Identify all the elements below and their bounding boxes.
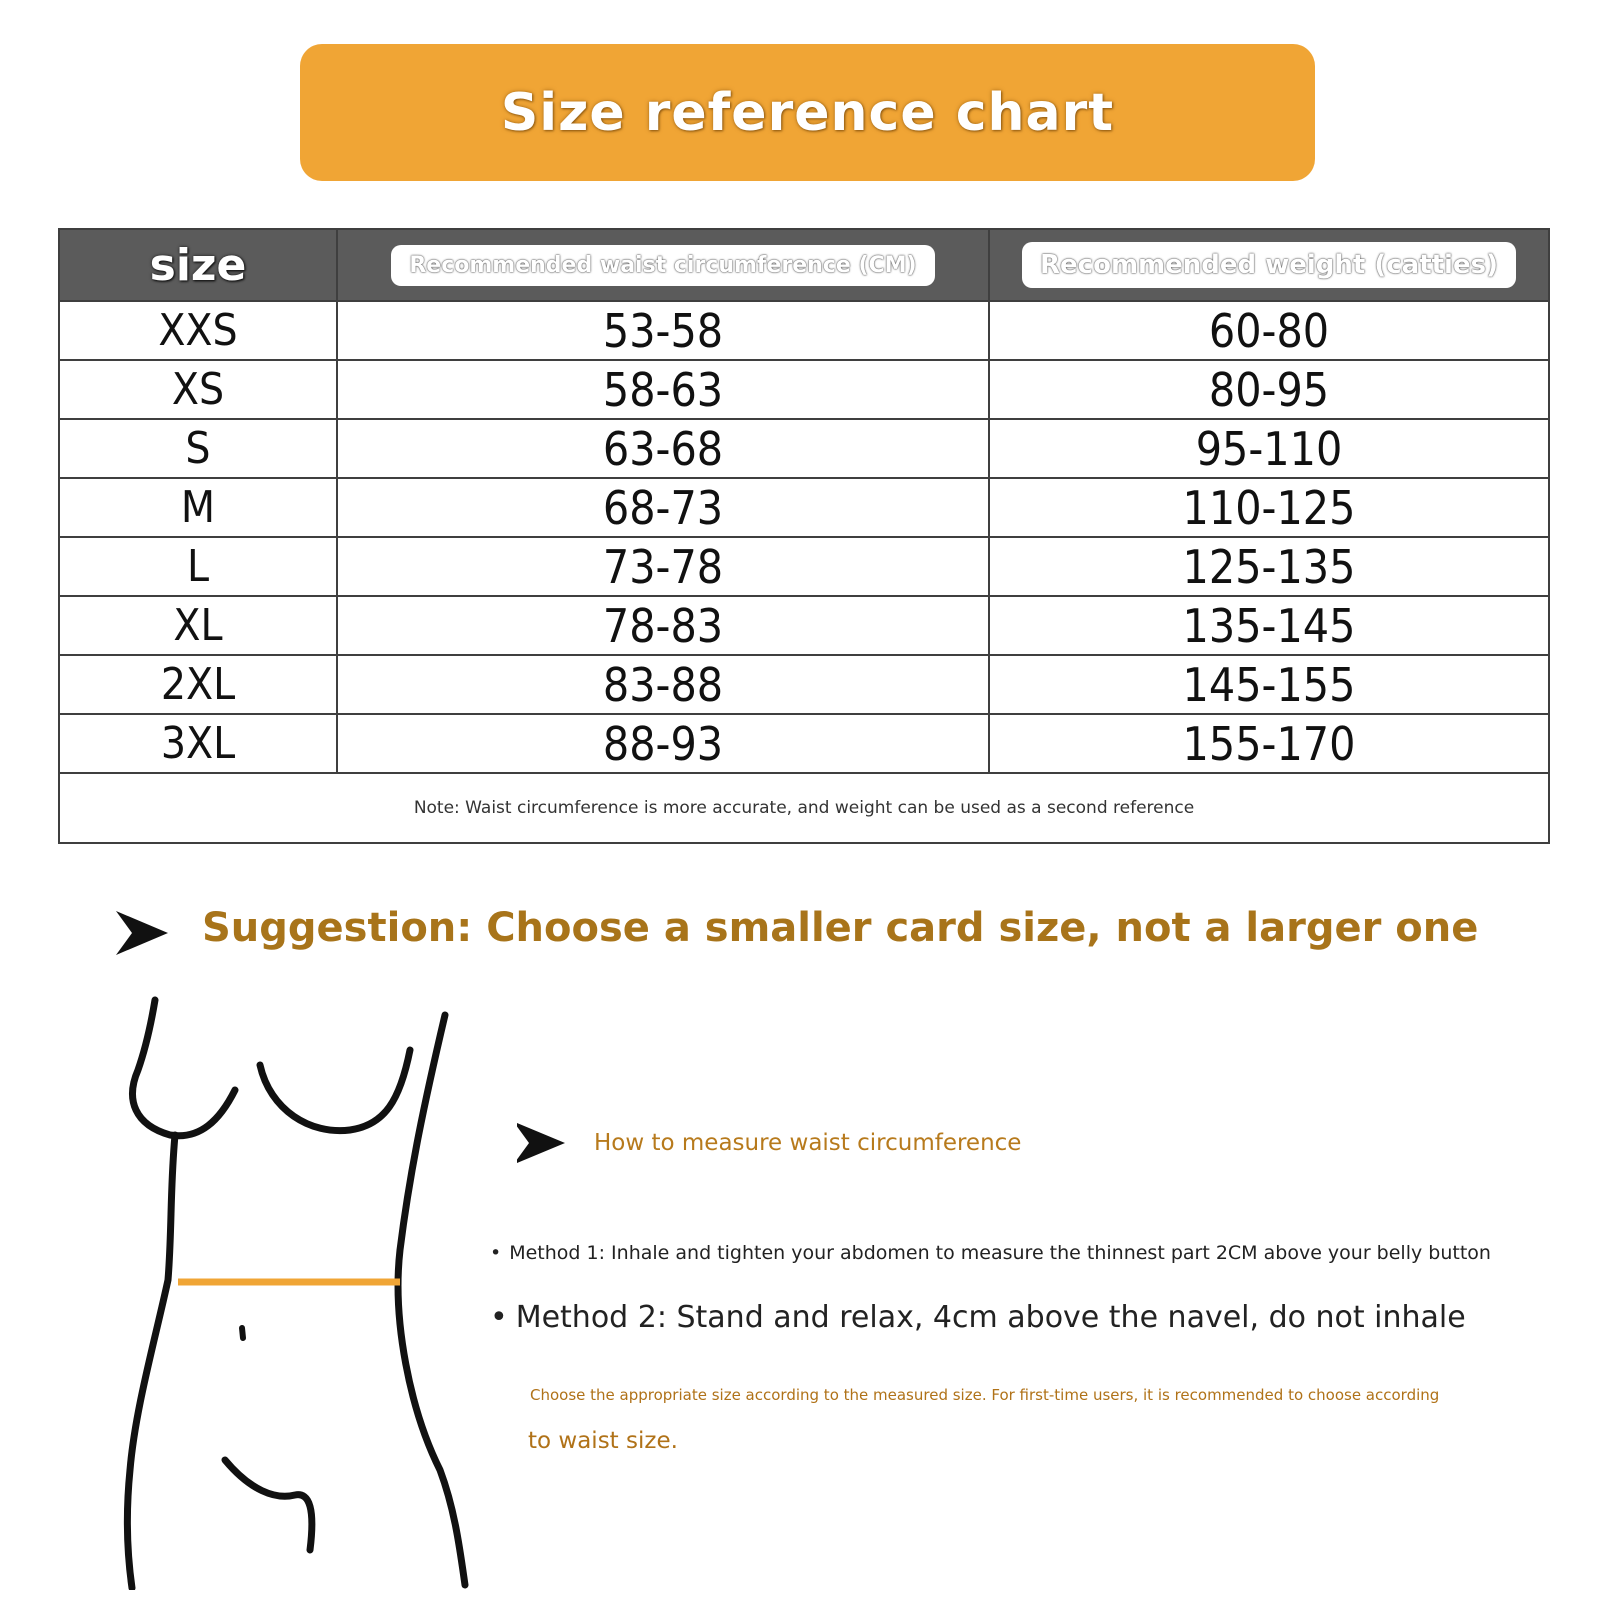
chart-title: Size reference chart [500, 82, 1115, 143]
weight-cell: 135-145 [989, 596, 1549, 655]
size-cell: 3XL [59, 714, 337, 773]
weight-cell: 60-80 [989, 301, 1549, 360]
table-row [59, 596, 1549, 655]
size-cell: XXS [59, 301, 337, 360]
header-size-label: size [149, 239, 247, 291]
size-cell: S [59, 419, 337, 478]
waist-cell: 78-83 [337, 596, 989, 655]
weight-cell: 110-125 [989, 478, 1549, 537]
title-banner [300, 44, 1315, 181]
size-cell: 2XL [59, 655, 337, 714]
waist-cell: 88-93 [337, 714, 989, 773]
table-row [59, 419, 1549, 478]
size-cell: M [59, 478, 337, 537]
waist-cell: 83-88 [337, 655, 989, 714]
method-1-text [490, 1242, 1491, 1264]
weight-cell: 145-155 [989, 655, 1549, 714]
bullet: • [490, 1300, 508, 1335]
weight-cell: 155-170 [989, 714, 1549, 773]
header-weight [989, 229, 1549, 301]
size-table [58, 228, 1550, 844]
table-row [59, 655, 1549, 714]
method-2-label: Method 2: Stand and relax, 4cm above the navel, do not inhale [515, 1300, 1466, 1335]
header-weight-label: Recommended weight (catties) [1022, 242, 1516, 288]
suggestion-text: Suggestion: Choose a smaller card size, not a larger one [202, 905, 1479, 951]
waist-cell: 68-73 [337, 478, 989, 537]
header-size [59, 229, 337, 301]
table-row [59, 478, 1549, 537]
table-row [59, 301, 1549, 360]
weight-cell: 95-110 [989, 419, 1549, 478]
body-outline-icon [110, 990, 490, 1590]
size-cell: XL [59, 596, 337, 655]
table-note: Note: Waist circumference is more accurate, and weight can be used as a second reference [59, 773, 1549, 843]
table-row [59, 537, 1549, 596]
suggestion-arrow-icon [116, 911, 168, 955]
choose-size-line-2: to waist size. [528, 1428, 678, 1454]
choose-size-line-1: Choose the appropriate size according to the measured size. For first-time users, it is recommended to choose according [530, 1386, 1440, 1404]
note-row [59, 773, 1549, 843]
weight-cell: 125-135 [989, 537, 1549, 596]
header-waist [337, 229, 989, 301]
howto-arrow-icon [517, 1123, 565, 1163]
method-1-label: Method 1: Inhale and tighten your abdomen to measure the thinnest part 2CM above your belly button [509, 1242, 1491, 1264]
size-cell: L [59, 537, 337, 596]
bullet: • [490, 1242, 502, 1264]
measure-heading: How to measure waist circumference [594, 1130, 1022, 1156]
method-2-text [490, 1300, 1466, 1335]
header-waist-label: Recommended waist circumference (CM) [391, 245, 934, 286]
waist-cell: 73-78 [337, 537, 989, 596]
table-row [59, 360, 1549, 419]
waist-cell: 63-68 [337, 419, 989, 478]
table-row [59, 714, 1549, 773]
waist-cell: 58-63 [337, 360, 989, 419]
size-cell: XS [59, 360, 337, 419]
waist-cell: 53-58 [337, 301, 989, 360]
table-header-row [59, 229, 1549, 301]
weight-cell: 80-95 [989, 360, 1549, 419]
